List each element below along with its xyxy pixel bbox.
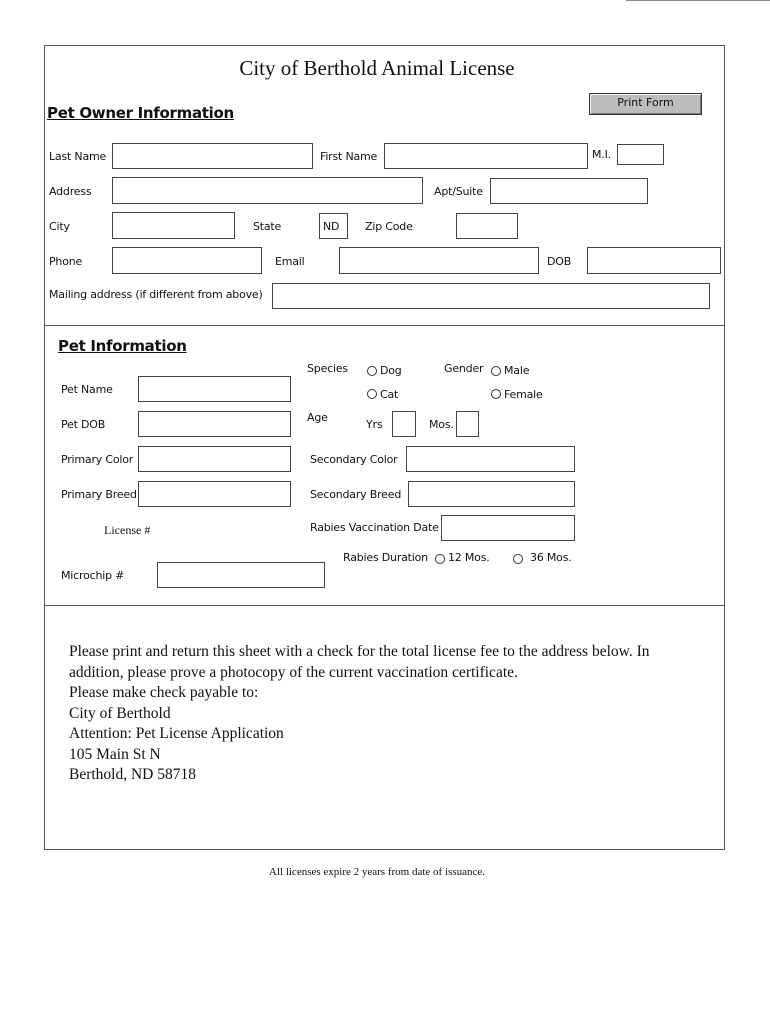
- age-months-label: Mos.: [429, 418, 454, 431]
- microchip-field[interactable]: [157, 562, 325, 588]
- last-name-field[interactable]: [112, 143, 313, 169]
- rabies-vaccination-date-label: Rabies Vaccination Date: [310, 521, 439, 534]
- phone-field[interactable]: [112, 247, 262, 274]
- primary-breed-field[interactable]: [138, 481, 291, 507]
- dob-label: DOB: [547, 255, 572, 268]
- instructions-line: Attention: Pet License Application: [69, 725, 284, 742]
- license-number-label: License #: [104, 523, 151, 537]
- phone-label: Phone: [49, 255, 83, 268]
- instructions-block: [69, 642, 719, 786]
- primary-color-label: Primary Color: [61, 453, 134, 466]
- city-field[interactable]: [112, 212, 235, 239]
- rabies-vaccination-date-field[interactable]: [441, 515, 575, 541]
- rabies-36-months-radio[interactable]: [513, 554, 523, 564]
- apt-suite-label: Apt/Suite: [434, 185, 483, 198]
- instructions-line: Please print and return this sheet with a check for the total license fee to the address below. In: [69, 643, 650, 660]
- first-name-label: First Name: [320, 150, 378, 163]
- instructions-line: 105 Main St N: [69, 745, 161, 763]
- state-value: ND: [323, 220, 340, 233]
- mailing-address-label: Mailing address (if different from above): [49, 288, 263, 301]
- address-field[interactable]: [112, 177, 423, 204]
- age-label: Age: [307, 411, 328, 424]
- gender-male-label: Male: [504, 364, 530, 377]
- top-rule: [626, 0, 770, 1]
- secondary-color-field[interactable]: [406, 446, 575, 472]
- instructions-line: City of Berthold: [69, 704, 171, 722]
- species-dog-label: Dog: [380, 364, 402, 377]
- rabies-12-months-label: 12 Mos.: [448, 551, 490, 564]
- species-label: Species: [307, 362, 348, 375]
- gender-male-radio[interactable]: [491, 366, 501, 376]
- pet-name-field[interactable]: [138, 376, 291, 402]
- email-label: Email: [275, 255, 305, 268]
- dob-field[interactable]: [587, 247, 721, 274]
- section-divider-1: [44, 325, 725, 326]
- city-label: City: [49, 220, 70, 233]
- mailing-address-field[interactable]: [272, 283, 710, 309]
- zip-code-field[interactable]: [456, 213, 518, 239]
- pet-name-label: Pet Name: [61, 383, 113, 396]
- age-years-field[interactable]: [392, 411, 416, 437]
- zip-code-label: Zip Code: [365, 220, 413, 233]
- mi-label: M.I.: [592, 148, 611, 161]
- pet-dob-field[interactable]: [138, 411, 291, 437]
- rabies-duration-label: Rabies Duration: [343, 551, 428, 564]
- gender-female-radio[interactable]: [491, 389, 501, 399]
- instructions-line: Please make check payable to:: [69, 684, 259, 701]
- print-form-label: Print Form: [617, 96, 674, 109]
- rabies-12-months-radio[interactable]: [435, 554, 445, 564]
- expiration-note: All licenses expire 2 years from date of issuance.: [269, 866, 485, 878]
- mi-field[interactable]: [617, 144, 664, 165]
- gender-female-label: Female: [504, 388, 543, 401]
- owner-section-heading: Pet Owner Information: [47, 104, 234, 122]
- instructions-line: addition, please prove a photocopy of the current vaccination certificate.: [69, 663, 518, 681]
- species-cat-radio[interactable]: [367, 389, 377, 399]
- microchip-label: Microchip #: [61, 569, 125, 582]
- last-name-label: Last Name: [49, 150, 107, 163]
- frame-bottom-rule: [44, 849, 725, 850]
- primary-color-field[interactable]: [138, 446, 291, 472]
- email-field[interactable]: [339, 247, 539, 274]
- secondary-color-label: Secondary Color: [310, 453, 398, 466]
- age-months-field[interactable]: [456, 411, 479, 437]
- section-divider-2: [44, 605, 725, 606]
- pet-section-heading: Pet Information: [58, 337, 187, 355]
- gender-label: Gender: [444, 362, 484, 375]
- state-label: State: [253, 220, 282, 233]
- species-cat-label: Cat: [380, 388, 399, 401]
- age-years-label: Yrs: [366, 418, 383, 431]
- pet-dob-label: Pet DOB: [61, 418, 106, 431]
- primary-breed-label: Primary Breed: [61, 488, 137, 501]
- instructions-line: Berthold, ND 58718: [69, 766, 197, 783]
- first-name-field[interactable]: [384, 143, 588, 169]
- secondary-breed-field[interactable]: [408, 481, 575, 507]
- apt-suite-field[interactable]: [490, 178, 648, 204]
- rabies-36-months-label: 36 Mos.: [530, 551, 572, 564]
- page-title: City of Berthold Animal License: [239, 56, 515, 80]
- species-dog-radio[interactable]: [367, 366, 377, 376]
- secondary-breed-label: Secondary Breed: [310, 488, 402, 501]
- address-label: Address: [49, 185, 92, 198]
